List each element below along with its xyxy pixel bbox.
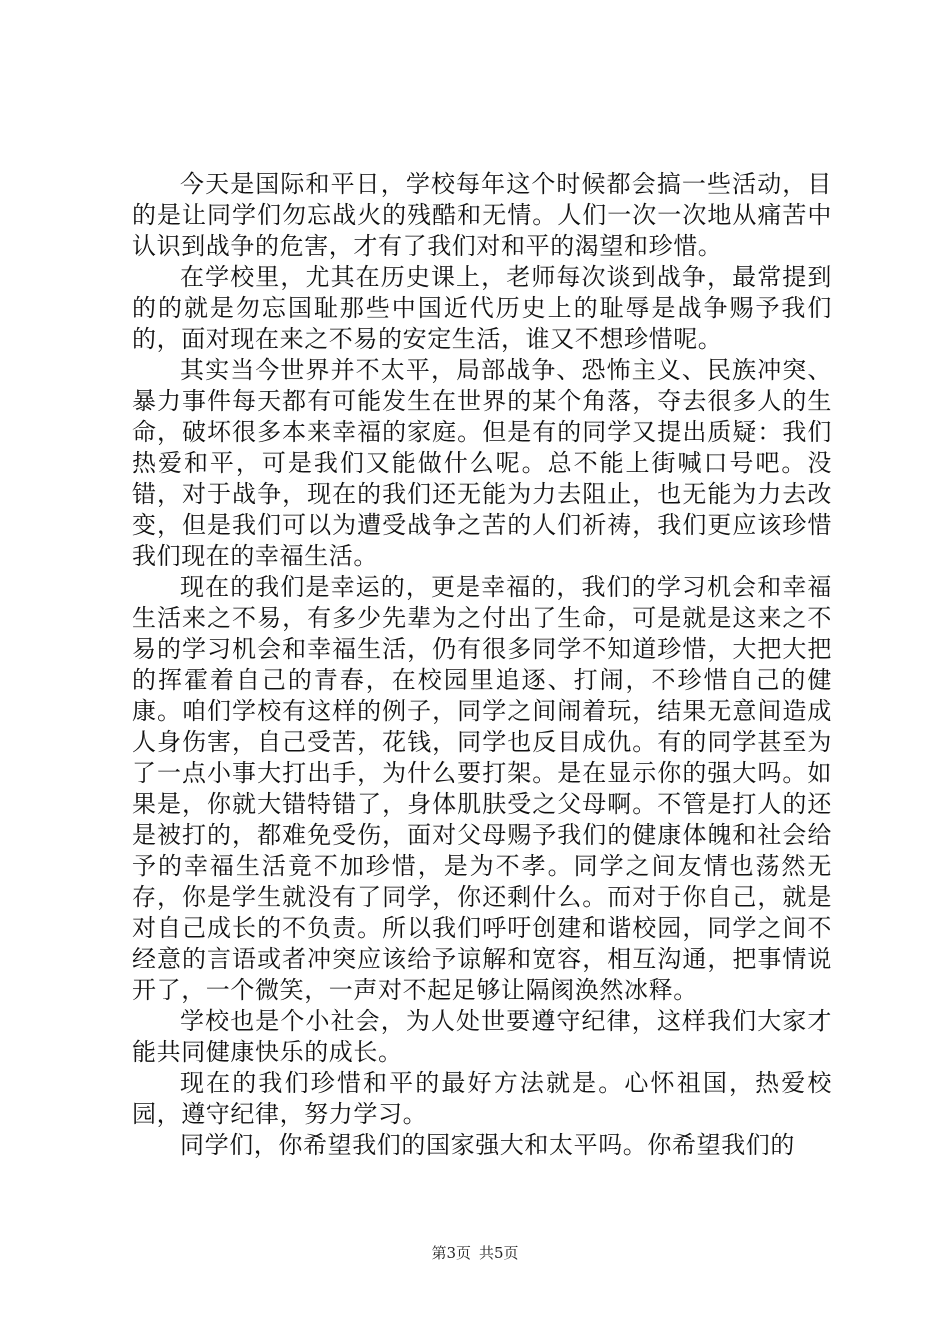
- paragraph-7: 同学们，你希望我们的国家强大和太平吗。你希望我们的: [180, 1131, 795, 1159]
- paragraph-3: 其实当今世界并不太平，局部战争、恐怖主义、民族冲突、暴力事件每天都有可能发生在世界的某个角落，夺去很多人的生命，破坏很多本来幸福的家庭。但是有的同学又提出质疑：我们热爱和平，可是我们又能做什么呢。总不能上街喊口号吧。没错，对于战争，现在的我们还无能为力去阻止，也无能为力去改变，但是我们可以为遭受战争之苦的人们祈祷，我们更应该珍惜我们现在的幸福生活。: [132, 356, 832, 570]
- paragraph-6: 现在的我们珍惜和平的最好方法就是。心怀祖国，热爱校园，遵守纪律，努力学习。: [132, 1069, 832, 1128]
- paragraph-2: 在学校里，尤其在历史课上，老师每次谈到战争，最常提到的的就是勿忘国耻那些中国近代历史上的耻辱是战争赐予我们的，面对现在来之不易的安定生活，谁又不想珍惜呢。: [132, 263, 832, 353]
- paragraph-1: 今天是国际和平日，学校每年这个时候都会搞一些活动，目的是让同学们勿忘战火的残酷和无情。人们一次一次地从痛苦中认识到战争的危害，才有了我们对和平的渴望和珍惜。: [132, 170, 832, 260]
- page-total: 共5页: [479, 1244, 519, 1262]
- paragraph-4: 现在的我们是幸运的，更是幸福的，我们的学习机会和幸福生活来之不易，有多少先辈为之付出了生命，可是就是这来之不易的学习机会和幸福生活，仍有很多同学不知道珍惜，大把大把的挥霍着自己的青春，在校园里追逐、打闹，不珍惜自己的健康。咱们学校有这样的例子，同学之间闹着玩，结果无意间造成人身伤害，自己受苦，花钱，同学也反目成仇。有的同学甚至为了一点小事大打出手，为什么要打架。是在显示你的强大吗。如果是，你就大错特错了，身体肌肤受之父母啊。不管是打人的还是被打的，都难免受伤，面对父母赐予我们的健康体魄和社会给予的幸福生活竟不加珍惜，是为不孝。同学之间友情也荡然无存，你是学生就没有了同学，你还剩什么。而对于你自己，就是对自己成长的不负责。所以我们呼吁创建和谐校园，同学之间不经意的言语或者冲突应该给予谅解和宽容，相互沟通，把事情说开了，一个微笑，一声对不起足够让隔阂涣然冰释。: [132, 573, 832, 1004]
- paragraph-5: 学校也是个小社会，为人处世要遵守纪律，这样我们大家才能共同健康快乐的成长。: [132, 1007, 832, 1066]
- page-number: 第3页: [431, 1244, 471, 1262]
- page-footer: [0, 1243, 950, 1263]
- document-body: [132, 169, 832, 1161]
